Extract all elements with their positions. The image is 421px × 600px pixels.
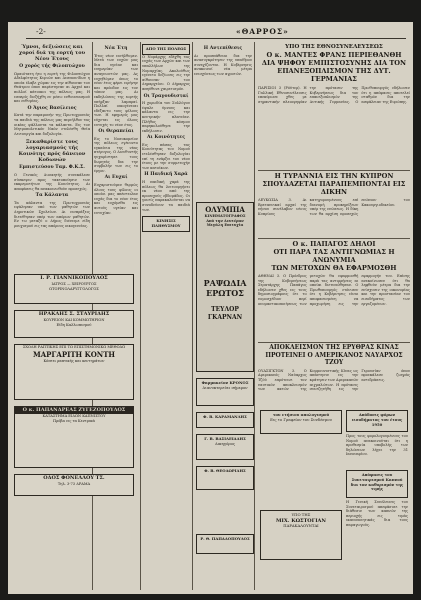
tax-notice-box xyxy=(346,410,408,432)
headline: ΕΠΑΝΕΞΟΠΛΙΣΜΟΝ ΤΗΣ ΔΥΤ. ΓΕΡΜΑΝΙΑΣ xyxy=(277,67,391,83)
cinema-name: ΟΛΥΜΠΙΑ xyxy=(205,205,245,214)
ad-line: ΚΑΤΑΣΤΗΜΑ ΕΙΔΩΝ ΚΑΠΝΙΣΤΟΥ xyxy=(42,414,106,418)
column-city-news xyxy=(142,44,190,484)
article-subheading: Ο χορός τής Φιλοπτώχου xyxy=(19,64,85,69)
article-body: Ωραιότατη ήτο η εορτή της Φιλοπτώχου Αδελφότητος Κυριών και Δεσποινίδων η οποία έλαβε χώραν εις την αίθουσαν του Θεάτρου όπου παρέστησαν αι Αρχαί και πολλοί κάτοικοι της πόλεως μας. Η εσπερίς διεξήχθη εν μέσω ενθουσιασμού και ευθυμίας. xyxy=(14,71,90,104)
main-story-china xyxy=(258,344,410,404)
article-subheading: Οι Τραγουδισταί xyxy=(143,93,189,99)
notice-line: ΠΑΡΑΚΑΛΟΥΝΤΑΙ xyxy=(283,523,319,529)
cinema-line: Από την Δευτέραν xyxy=(206,218,244,223)
ad-name: Ο κ. ΠΑΠΑΝΔΡΕΑΣ ΖΥΓΕΖΟΠΟΥΛΟΣ xyxy=(15,407,133,414)
ad-line: Κόπτει ραπτικής και κεντημάτων xyxy=(43,358,105,363)
ad-line: Διανυκτερεύει σήμερον xyxy=(202,384,248,390)
film-title: ΡΑΨΩΔΙΑ ΕΡΩΤΟΣ xyxy=(203,277,247,298)
ad-name: ΗΡΑΚΛΗΣ Σ. ΣΤΑΥΡΙΔΗΣ xyxy=(38,311,110,317)
cinema-ad xyxy=(196,202,254,372)
main-story-germany xyxy=(258,44,410,162)
headline: ΠΡΟΤΕΙΝΕΙ Ο ΑΜΕΡΙΚΑΝΟΣ ΝΑΥΑΡΧΟΣ ΤΖΟΥ xyxy=(265,351,403,367)
ad-name: ΜΑΡΓΑΡΙΤΗ ΚΟΝΤΗ xyxy=(32,349,116,359)
headline: Ο κ. ΜΑΝΤΕΣ ΦΡΑΝΣ ΠΕΡΙΕΘΑΝΘΗ xyxy=(266,51,402,59)
section-box: ΑΠΟ ΤΗΣ ΠΟΛΕΩΣ xyxy=(142,44,190,55)
tax-notice-body xyxy=(346,434,408,466)
ad-name: Φ. Β. ΘΕΟΔΩΡΙΔΗΣ xyxy=(204,468,246,473)
article-subheading: Η Παιδική Χαρά xyxy=(144,172,188,178)
article-body: Ευχαριστούμεν θερμώς όλους τους φίλους οι οποίοι μας απέστειλαν ευχάς δια το νέον έτος και ευχόμεθα εις αυτούς υγείαν και ευτυχίαν. xyxy=(94,183,138,215)
article-body: Ο Νομάρχης εδέχθη τας ευχάς των Αρχών και των υπαλλήλων της Νομαρχίας. Ακολούθως εγένετο δεξίωσις εις την αίθουσαν του Δημαρχείου. Ο Δήμαρχος απηύθυνε χαιρετισμόν. xyxy=(142,54,190,91)
ad-barber xyxy=(14,310,134,338)
article-subheading: Αι Ευχαί xyxy=(104,175,128,181)
notice-headline: Ξεκαθαρίστε τους λογαριασμούς τής Κοινότης πρός δάνειον Κοδωνών xyxy=(18,139,86,164)
ad-line: Τηλ. 3-73 ΔΡΑΜΑ xyxy=(57,482,91,486)
column-local-news xyxy=(14,44,90,240)
ad-line: Πρόβα εις τα Κεντρικά xyxy=(53,418,95,423)
article-body: ΟΥΑΣΙΓΚΤΩΝ 3. Ο Αμερικανός Ναύαρχος Τζόϋ επρότεινε τον ναυτικόν αποκλεισμόν των ακτών της Κομμουνιστικής Κίνας ως απάντησιν εις την κράτησιν των Αμερικανών αιχμαλώτων. Η πρότασις συνεζητήθη εις την Γερουσίαν όπου προεκάλεσε ζωηράς αντιδράσεις. xyxy=(258,368,410,392)
notice-line: ΥΠΟ ΤΗΣ xyxy=(291,512,311,517)
ad-box xyxy=(196,534,254,554)
notice-title: του ετήσιου απολογισμού xyxy=(272,412,330,417)
ad-line: Δικηγόρος xyxy=(214,440,236,446)
ad-name: Ι. Ρ. ΓΙΑΝΝΙΚΟΠΟΥΛΟΣ xyxy=(40,275,108,281)
ad-title: ΣΧΟΛΗ ΡΑΠΤΙΚΗΣ ΕΠΙ ΤΩ ΕΠΙΣΤΗΜΟΝΙΚΩ ΜΕΘΟΔΩ xyxy=(22,345,126,349)
section-box: ΚΙΝΗΣΙΣ ΠΛΗΘΥΣΜΟΥ xyxy=(142,216,190,232)
article-subheading: Αι Κοινότητες xyxy=(146,135,186,141)
headline: ΑΠΟΚΛΕΙΣΜΟΝ ΤΗΣ ΕΡΥΘΡΑΣ ΚΙΝΑΣ xyxy=(269,344,399,351)
page-header xyxy=(26,25,406,39)
article-body: Ο Γενικός Διοικητής συνεκάλεσε σύσκεψιν προς τακτοποίησιν των εκκρεμοτήτων της Κοινότητος. Αι αποφάσεις θα ανακοινωθούν προσεχώς. xyxy=(14,172,90,191)
headline: ΥΠΟ ΤΗΣ ΕΘΝΟΣΥΝΕΛΕΥΣΕΩΣ xyxy=(285,44,383,50)
ad-name: Φαρμακείον ΚΡΟΝΟΣ xyxy=(201,380,249,385)
ad-line: ΟΔΟΣ ΦΟΝΕΛΛΟΥ ΤΣ. xyxy=(43,475,105,481)
headline: ΤΩΝ ΜΕΤΟΧΩΝ ΘΑ ΕΦΑΡΜΟΣΘΗ xyxy=(271,264,397,272)
page-number: -2- xyxy=(36,27,46,36)
notice-title: Απόφασις του Συνεταιρισμού Καπνού δια τον καθορισμόν της τιμής xyxy=(350,472,404,492)
main-story-papagos xyxy=(258,240,410,338)
article-title: Νέα Έτη xyxy=(104,46,128,51)
ad-box xyxy=(196,412,254,428)
article-body: Κατά την παραμονήν της Πρωτοχρονιάς τα παιδιά της πόλεως μας περιήλθον τας οικίας ψάλλοντα τα κάλαντα. Εις τον Μητροπολιτικόν Ναόν ετελέσθη Θεία Λειτουργία και δοξολογία. xyxy=(14,113,90,136)
column-new-year xyxy=(94,44,138,270)
headline: ΔΙΑ ΨΗΦΟΥ ΕΜΠΙΣΤΟΣΥΝΗΣ ΔΙΑ ΤΟΝ xyxy=(261,59,407,67)
headline: ΟΤΙ ΠΑΡΑ ΤΑΣ ΑΝΤΙΓΝΩΜΙΑΣ Η ΑΝΩΝΥΜΙΑ xyxy=(273,248,395,264)
section-rule xyxy=(258,342,410,343)
ad-tobacco xyxy=(14,406,134,468)
cinema-line: Μεγάλη Επιτυχία xyxy=(206,223,244,228)
film-star: ΓΚΑΡΝΑΝ xyxy=(207,313,243,321)
article-body: Έτος νέον εισήλθομεν. Μετά των ευχών μας δια υγείαν και ευημερίαν των αναγνωστών μας. Ας ευχηθώμεν όπως το νέον έτος φέρει ειρήνην και πρόοδον εις τον τόπον μας. Αι εκδηλώσεις της εορτής υπήρξαν λαμπραί. Πολλαί οικογένειαι εδέξαντο τους φίλους των. Η εφημερίς μας εύχεται εις όλους ευτυχές το νέον έτος. xyxy=(94,53,138,127)
ad-name: Γ. Β. ΒΑΣΙΛΕΙΑΔΗΣ xyxy=(204,436,246,441)
article-body: Τα κάλαντα της Πρωτοχρονιάς εψάλησαν υπό των μαθητών των Δημοτικών Σχολείων. Αι εισπράξεις διετέθησαν υπέρ των απόρων μαθητών. Εν τω μεταξύ ο Δήμος διένειμε είδη ρουχισμού εις τας απόρους οικογενείας. xyxy=(14,200,90,228)
masthead: «ΘΑΡΡΟΣ» xyxy=(236,27,289,36)
article-body: Αι προσπάθειαι δια την ανασυγκρότησιν της υπαίθρου συνεχίζονται. Η Κυβέρνησις ανακοινοί νέα μέτρα ενισχύσεως των αγροτών. xyxy=(194,53,252,76)
film-star: ΤΕΥΛΟΡ xyxy=(211,305,239,313)
article-subheading: Οι Θεραπείαι xyxy=(98,129,134,135)
article-body: ΑΘΗΝΑΙ 3. Ο Πρόεδρος της Κυβερνήσεως Στρατάρχης Παπάγος εδήλωσεν χθες εις τους δημοσιογράφους ότι το νομοσχέδιον περί ονομαστικοποιήσεως των μετοχών θα εφαρμοσθή παρά τας αντιρρήσεις αι οποίαι διετυπώθησαν. Ο Πρωθυπουργός ετόνισεν ότι η Κυβέρνησις είναι αποφασισμένη να προχωρήση εις την εφαρμογήν του. Επίσης ανεκοίνωσεν ότι θα ληφθούν μέτρα δια την ενίσχυσιν της οικονομίας και την προστασίαν του εισοδήματος των εργαζομένων. xyxy=(258,274,410,306)
headline: Η ΤΥΡΑΝΝΙΑ ΕΙΣ ΤΗΝ ΚΥΠΡΟΝ xyxy=(274,172,394,180)
ad-name: Ρ. Θ. ΠΑΠΑΔΟΠΟΥΛΟΣ xyxy=(200,536,250,541)
ad-line: ΚΟΥΡΕΙΟΝ ΚΑΙ ΚΟΜΜΩΤΗΡΙΟΝ xyxy=(43,318,105,322)
ad-pharmacy xyxy=(196,378,254,406)
column-rule xyxy=(192,42,193,590)
article-headline: Ύμνοι, δεξιώσεις και χοροί διά τη εορτή του Νέου Έτους xyxy=(18,44,86,62)
article-title: Η Αντεπίθεσις xyxy=(203,46,243,51)
notice-line: Εις το Γραφείον του Συνδέσμου xyxy=(270,416,332,422)
association-notice-box xyxy=(260,510,342,560)
report-notice-box xyxy=(260,410,342,434)
article-body: Εις πάσας τας Κοινότητας του Νομού ετελέσθησαν δοξολογίαι επί τη ενάρξει του νέου έτους με την συμμετοχήν των κατοίκων. xyxy=(142,142,190,170)
headline: Ο κ. ΠΑΠΑΓΟΣ ΔΗΛΟΙ xyxy=(292,240,376,248)
ad-box xyxy=(196,466,254,490)
ad-line: ΙΑΤΡΟΣ — ΧΕΙΡΟΥΡΓΟΣ xyxy=(51,282,97,286)
article-body: Η παιδική χαρά της πόλεως θα λειτουργήσει εκ νέου από της προσεχούς εβδομάδος. Οι γονείς παρακαλούνται να συνοδεύουν τα παιδιά των. xyxy=(142,180,190,212)
article-body: Η Γενική Συνέλευσις του Συνεταιρισμού απεφάσισε την διάθεσιν των καπνών της περιοχής εις τιμάς ικανοποιητικάς δια τους παραγωγούς. xyxy=(346,500,408,527)
tobacco-notice-box xyxy=(346,470,408,498)
article-subheading: Τα Κάλαντα xyxy=(35,193,69,199)
ad-address xyxy=(14,474,134,496)
article-body: Εις το Νοσοκομείον της πόλεως εγένοντο εγκαίνια της νέας πτέρυγος. Ο Διευθυντής ηυχαρίστησε τους δωρητάς δια την συμβολήν των εις το έργον. xyxy=(94,136,138,173)
newspaper-page xyxy=(8,22,413,594)
tobacco-notice-body xyxy=(346,500,408,588)
ad-line: Είδη Καλλωπισμού xyxy=(56,322,92,327)
article-body: ΛΕΥΚΩΣΙΑ 3. Αι Βρεταννικαί αρχαί της νήσου συνέλαβον νέους Κυπρίους κατηγορουμένους επί διανομή προκηρύξεων υπέρ της ενώσεως. Η δίκη των θα αρχίση προσεχώς ενώπιον του Κακουργιοδικείου. xyxy=(258,198,410,216)
ad-lawyer xyxy=(196,434,254,460)
main-story-cyprus xyxy=(258,172,410,232)
ad-line: ΩΤΟΡΙΝΟΛΑΡΥΓΓΟΛΟΓΟΣ xyxy=(49,286,99,291)
headline: ΣΠΟΥΔΑΖΕΤΑΙ ΠΑΡΑΠΕΜΠΟΝΤΑΙ ΕΙΣ ΔΙΚΗΝ xyxy=(262,180,406,196)
ad-doctor xyxy=(14,274,134,304)
section-rule xyxy=(258,170,410,171)
ad-name: Φ. Β. ΚΑΡΑΜΑΝΛΗΣ xyxy=(203,414,247,419)
notice-title: Απόδοσις φόρων εισοδήματος του έτους 1950 xyxy=(351,412,403,427)
article-body: ΠΑΡΙΣΙΟΙ 3 (Ρόϋτερ). Η Γαλλική Εθνοσυνέλευσις επεκύρωσε χθες με σημαντικήν πλειοψηφίαν την πρότασιν της Κυβερνήσεως δια τον επανεξοπλισμόν της Δυτικής Γερμανίας. Ο Πρωθυπουργός εδήλωσεν ότι η απόφασις αποτελεί σταθμόν δια την ασφάλειαν της Ευρώπης. xyxy=(258,86,410,104)
column-rule xyxy=(140,42,141,590)
article-body: Η χορωδία του Συλλόγου έψαλε ύμνους και κάλαντα εις την κεντρικήν πλατείαν. Πλήθος κόσμου παρηκολούθησε την εκδήλωσιν. xyxy=(142,101,190,133)
notice-name: ΜΙΧ. ΚΩΣΤΟΓΙΑΝ xyxy=(276,517,326,524)
article-subheading: Ο Άγιος Βασίλειος xyxy=(27,105,77,111)
notice-subtitle: Εμπιστεύσου Ταμ. Φ.Κ.Σ. xyxy=(19,165,85,171)
section-rule xyxy=(258,238,410,239)
article-body: Προς τους φορολογουμένους του Νομού ανακοινούται ότι η προθεσμία υποβολής των δηλώσεων λήγει την 31 Ιανουαρίου. xyxy=(346,434,408,457)
cinema-line: ΚΙΝΗΜΑΤΟΓΡΑΦΟΣ xyxy=(204,214,246,218)
column-rule xyxy=(254,42,255,590)
ad-sewing-school xyxy=(14,344,134,400)
